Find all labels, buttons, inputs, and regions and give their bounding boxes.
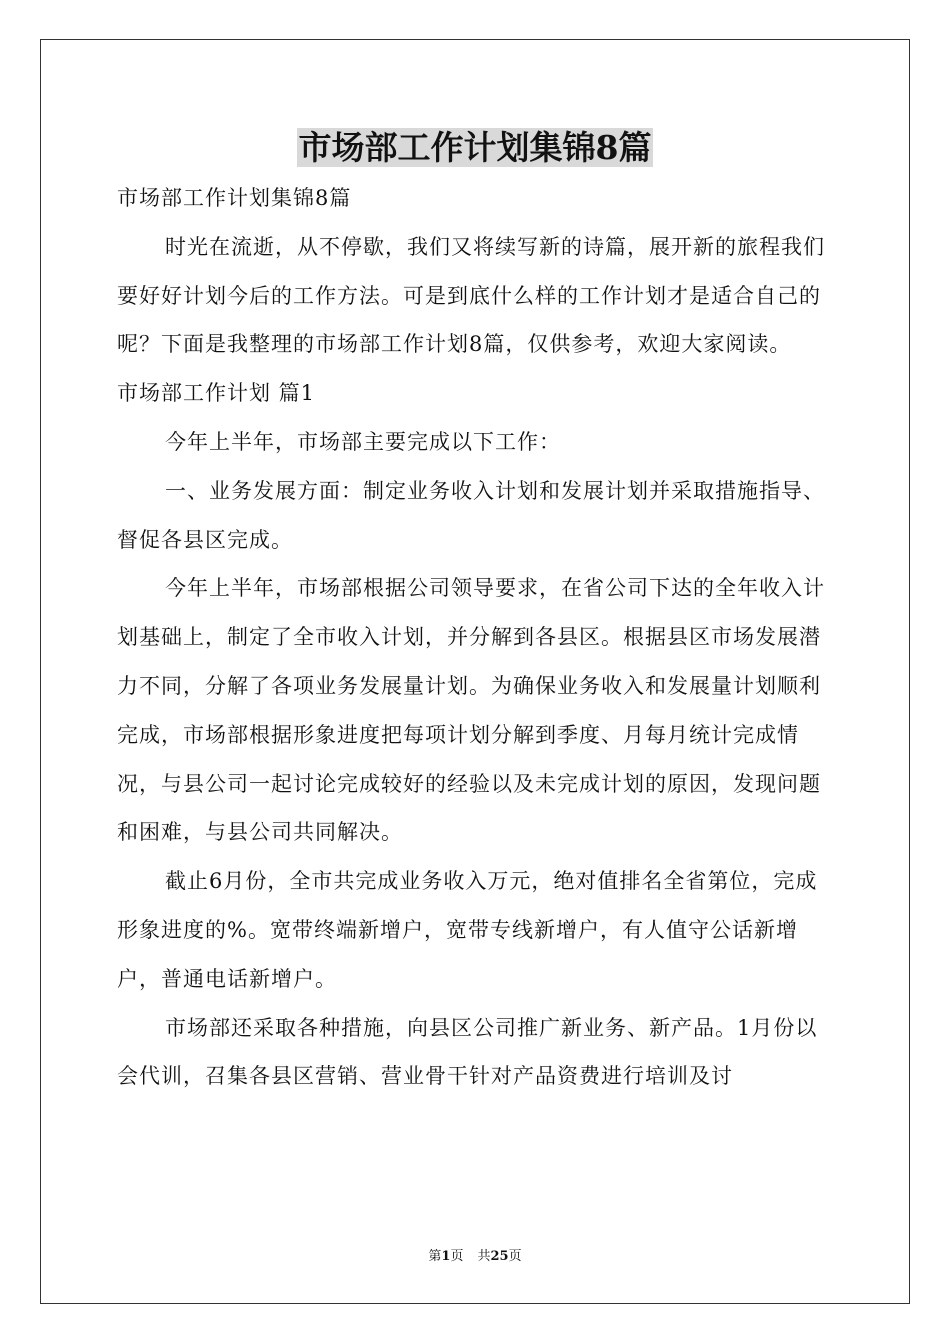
- paragraph: 一、业务发展方面：制定业务收入计划和发展计划并采取措施指导、督促各县区完成。: [117, 478, 825, 552]
- paragraph: 今年上半年，市场部主要完成以下工作：: [165, 429, 561, 454]
- paragraph: 截止6月份，全市共完成业务收入万元，绝对值排名全省第位，完成形象进度的%。宽带终端新增户，宽带专线新增户，有人值守公话新增户，普通电话新增户。: [117, 869, 818, 991]
- total-prefix: 共: [477, 1249, 491, 1264]
- document-title: [0, 120, 950, 176]
- page-unit: 页: [450, 1249, 464, 1264]
- page-total: 25: [490, 1249, 509, 1264]
- page-prefix: 第: [428, 1249, 442, 1264]
- total-unit: 页: [508, 1249, 522, 1264]
- paragraph: 市场部工作计划集锦8篇: [117, 186, 352, 210]
- document-body: [117, 174, 833, 1101]
- paragraph: 时光在流逝，从不停歇，我们又将续写新的诗篇，展开新的旅程我们要好好计划今后的工作方法。可是到底什么样的工作计划才是适合自己的呢？下面是我整理的市场部工作计划8篇，仅供参考，欢迎大家阅读。: [117, 234, 825, 357]
- document-title-text: 市场部工作计划集锦8篇: [298, 128, 652, 167]
- paragraph: 市场部还采取各种措施，向县区公司推广新业务、新产品。1月份以会代训，召集各县区营销、营业骨干针对产品资费进行培训及讨: [117, 1015, 818, 1089]
- paragraph: 市场部工作计划 篇1: [117, 381, 316, 406]
- page-current: 1: [441, 1249, 451, 1264]
- paragraph: 今年上半年，市场部根据公司领导要求，在省公司下达的全年收入计划基础上，制定了全市收入计划，并分解到各县区。根据县区市场发展潜力不同，分解了各项业务发展量计划。为确保业务收入和发展量计划顺利完成，市场部根据形象进度把每项计划分解到季度、月每月统计完成情况，与县公司一起讨论完成较好的经验以及未完成计划的原因，发现问题和困难，与县公司共同解决。: [117, 576, 825, 845]
- page-footer: [0, 1247, 950, 1267]
